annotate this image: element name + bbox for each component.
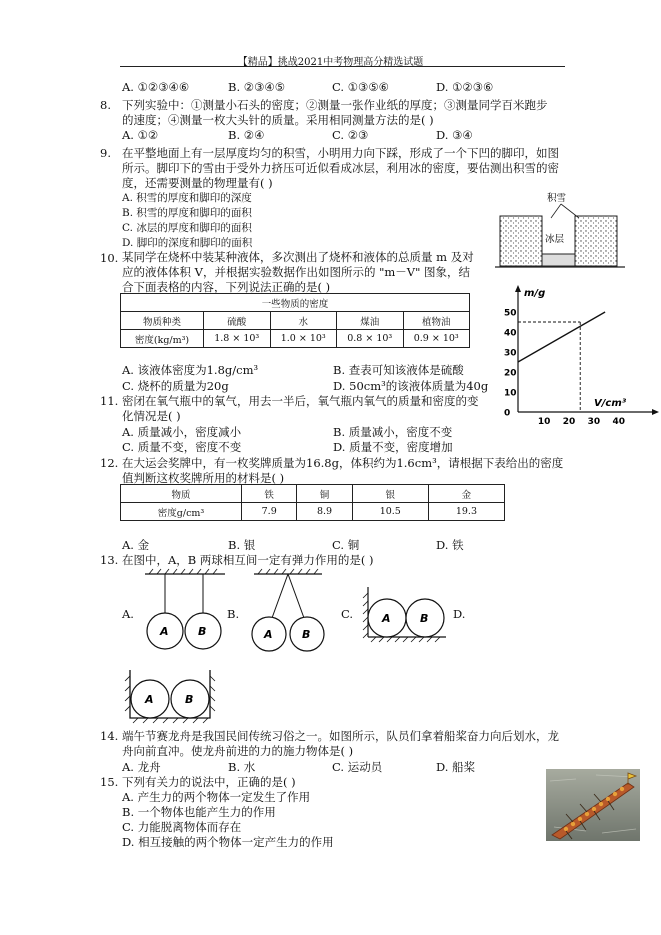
q12-table-header-cell: 金 (428, 485, 504, 503)
string-a (272, 574, 288, 618)
q10-stem-line-2: 应的液体体积 V，并根据实验数据作出如图所示的 "m－V" 图象，结 (122, 265, 471, 279)
q9-stem-line-2: 所示。脚印下的雪由于受外力挤压可近似看成冰层，利用冰的密度，要估测出积雪的密 (122, 161, 559, 175)
x-tick-label: 30 (587, 417, 601, 427)
q13-figure-a (143, 568, 227, 652)
q10-table-header-cell: 水 (270, 312, 337, 330)
q9-option-d: D. 脚印的深度和脚印的面积 (122, 237, 253, 249)
q15-number: 15. (100, 775, 119, 789)
q14-number: 14. (100, 729, 119, 743)
q9-number: 9. (100, 146, 111, 160)
snow-left-block (500, 216, 542, 266)
q8-option-a: A. ①② (122, 128, 159, 142)
y-axis-arrow (515, 285, 521, 292)
header-rule (120, 66, 565, 67)
q10-density-table (120, 293, 470, 348)
q13-label-d: D. (453, 607, 466, 621)
q14-option-d: D. 船桨 (436, 760, 476, 774)
q10-table-header-cell: 物质种类 (121, 312, 204, 330)
q12-table-header-cell: 银 (352, 485, 428, 503)
y-tick-label: 10 (504, 388, 517, 399)
q11-option-d: D. 质量不变，密度增加 (333, 440, 453, 454)
q12-table-cell: 7.9 (242, 503, 297, 521)
q9-option-b: B. 积雪的厚度和脚印的面积 (122, 207, 252, 219)
q7-option-d: D. ①②③⑥ (436, 80, 494, 94)
q10-table-cell: 0.8 × 10³ (337, 330, 404, 348)
x-tick-label: 40 (612, 417, 626, 427)
ball-b-label: B (302, 628, 311, 641)
q14-stem-line-2: 舟向前直冲。使龙舟前进的力的施力物体是( ) (122, 744, 354, 758)
ball-b-label: B (420, 612, 429, 625)
q7-option-b: B. ②③④⑤ (228, 80, 286, 94)
q14-option-c: C. 运动员 (332, 760, 383, 774)
q12-density-table (120, 484, 505, 521)
q8-stem-line-2: 的速度；④测量一枚大头针的质量。采用相同测量方法的是( ) (122, 113, 434, 127)
x-axis-label: V/cm³ (594, 398, 627, 409)
q13-label-a: A. (122, 607, 134, 621)
q7-option-a: A. ①②③④⑥ (122, 80, 190, 94)
q8-option-b: B. ②④ (228, 128, 265, 142)
q10-option-d: D. 50cm³的该液体质量为40g (333, 379, 489, 393)
ball-a-label: A (145, 693, 154, 706)
q15-option-a: A. 产生力的两个物体一定发生了作用 (122, 790, 311, 804)
ceiling-hatch (149, 569, 217, 574)
x-axis-arrow (652, 409, 659, 415)
m-v-chart (490, 282, 660, 427)
y-axis-label: m/g (524, 288, 546, 299)
q12-option-d: D. 铁 (436, 538, 464, 552)
q10-table-cell: 1.8 × 10³ (204, 330, 271, 348)
q13-figure-b (246, 568, 330, 656)
dragon-boat-photo (546, 769, 640, 841)
q12-table-cell: 10.5 (352, 503, 428, 521)
y-tick-label: 0 (504, 408, 511, 419)
q9-stem-line-1: 在平整地面上有一层厚度均匀的积雪，小明用力向下踩，形成了一个下凹的脚印，如图 (122, 146, 559, 160)
q12-table-cell: 19.3 (428, 503, 504, 521)
q10-table-cell: 密度(kg/m³) (121, 330, 204, 348)
q10-table-header-cell: 煤油 (337, 312, 404, 330)
q12-table-header-cell: 铜 (297, 485, 352, 503)
ball-b-label: B (185, 693, 194, 706)
y-tick-label: 40 (504, 328, 517, 339)
q10-option-b: B. 查表可知该液体是硫酸 (333, 363, 464, 377)
q11-stem-line-2: 化情况是( ) (122, 409, 181, 423)
q12-table-cell: 密度g/cm³ (121, 503, 242, 521)
q12-number: 12. (100, 456, 119, 470)
q11-option-b: B. 质量减小，密度不变 (333, 425, 453, 439)
q10-stem-line-1: 某同学在烧杯中装某种液体，多次测出了烧杯和液体的总质量 m 及对 (122, 250, 474, 264)
q12-stem-line-2: 值判断这枚奖牌所用的材料是( ) (122, 471, 285, 485)
y-tick-label: 30 (504, 348, 517, 359)
q9-option-a: A. 积雪的厚度和脚印的深度 (122, 192, 252, 204)
string-b (288, 574, 304, 618)
q10-stem-line-3: 合下面表格的内容，下列说法正确的是( ) (122, 280, 331, 294)
q10-option-c: C. 烧杯的质量为20g (122, 379, 229, 393)
q8-number: 8. (100, 98, 111, 112)
q11-stem-line-1: 密闭在氧气瓶中的氧气，用去一半后，氧气瓶内氧气的质量和密度的变 (122, 394, 479, 408)
q13-figure-d (124, 668, 216, 726)
q10-table-cell: 0.9 × 10³ (403, 330, 470, 348)
snow-label-pointer (551, 204, 561, 218)
snow-label-pointer-2 (561, 204, 579, 218)
q9-option-c: C. 冰层的厚度和脚印的面积 (122, 222, 252, 234)
q11-option-a: A. 质量减小，密度减小 (122, 425, 242, 439)
q14-stem-line-1: 端午节赛龙舟是我国民间传统习俗之一。如图所示，队员们拿着船桨奋力向后划水，龙 (122, 729, 559, 743)
snow-right-block (575, 216, 617, 266)
q12-table-cell: 8.9 (297, 503, 352, 521)
q9-stem-line-3: 度，还需要测量的物理量有( ) (122, 176, 273, 190)
q8-stem-line-1: 下列实验中：①测量小石头的密度；②测量一张作业纸的厚度；③测量同学百米跑步 (122, 98, 548, 112)
q10-number: 10. (100, 251, 119, 265)
q12-table-header-cell: 物质 (121, 485, 242, 503)
snow-label: 积雪 (547, 193, 567, 204)
x-tick-label: 20 (562, 417, 576, 427)
y-tick-label: 50 (504, 308, 517, 319)
q11-number: 11. (100, 394, 119, 408)
q10-table-header-cell: 植物油 (403, 312, 470, 330)
q13-label-b: B. (227, 607, 240, 621)
q13-label-c: C. (341, 607, 354, 621)
q7-option-c: C. ①③⑤⑥ (332, 80, 389, 94)
ceiling-hatch (258, 569, 318, 574)
ball-b-label: B (198, 625, 207, 638)
q12-stem-line-1: 在大运会奖牌中，有一枚奖牌质量为16.8g，体积约为1.6cm³，请根据下表给出的密度 (122, 456, 564, 470)
page-header: 【精品】挑战2021中考物理高分精选试题 (237, 57, 424, 68)
q15-option-d: D. 相互接触的两个物体一定产生力的作用 (122, 835, 334, 849)
ball-a-label: A (160, 625, 169, 638)
ball-a-label: A (382, 612, 391, 625)
q15-option-c: C. 力能脱离物体而存在 (122, 820, 242, 834)
q14-option-a: A. 龙舟 (122, 760, 161, 774)
q13-figure-c (358, 585, 450, 645)
q10-table-header-cell: 硫酸 (204, 312, 271, 330)
ice-layer (542, 254, 575, 266)
q13-stem: 在图中，A，B 两球相互间一定有弹力作用的是( ) (122, 553, 374, 567)
q13-number: 13. (100, 553, 119, 567)
q11-option-c: C. 质量不变，密度不变 (122, 440, 242, 454)
series-line (518, 312, 605, 362)
q12-option-b: B. 银 (228, 538, 256, 552)
q10-table-cell: 1.0 × 10³ (270, 330, 337, 348)
q14-option-b: B. 水 (228, 760, 256, 774)
q12-option-a: A. 金 (122, 538, 150, 552)
q15-option-b: B. 一个物体也能产生力的作用 (122, 805, 276, 819)
q15-stem: 下列有关力的说法中，正确的是( ) (122, 775, 296, 789)
q8-option-c: C. ②③ (332, 128, 369, 142)
x-tick-label: 10 (537, 417, 551, 427)
snow-footprint-figure (495, 190, 630, 268)
q10-table-title: 一些物质的密度 (121, 294, 470, 312)
q10-option-a: A. 该液体密度为1.8g/cm³ (122, 363, 259, 377)
y-tick-label: 20 (504, 368, 517, 379)
ice-label: 冰层 (545, 234, 565, 245)
q8-option-d: D. ③④ (436, 128, 473, 142)
q12-table-header-cell: 铁 (242, 485, 297, 503)
q12-option-c: C. 铜 (332, 538, 360, 552)
ball-a-label: A (264, 628, 273, 641)
